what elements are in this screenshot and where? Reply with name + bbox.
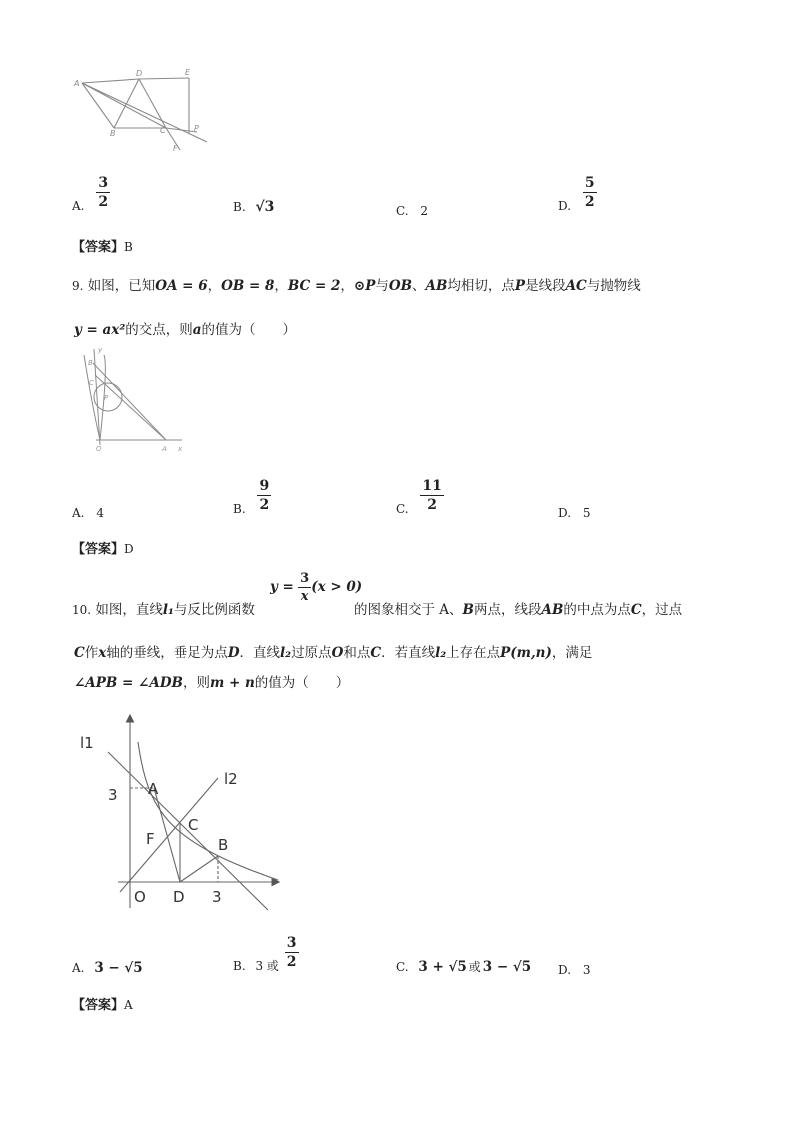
q10-option-a-value: 3 − √5: [94, 960, 143, 976]
q8-option-b-label: B.: [233, 200, 246, 214]
q10-answer-value: A: [124, 998, 133, 1012]
q9-option-a-label: A.: [72, 506, 85, 520]
q10-math-function: [270, 572, 362, 603]
q9-option-b-fraction: $\frac{9}{2}$: [259, 478, 270, 513]
q10-option-c-or: 或: [468, 960, 481, 974]
q10-option-c: [396, 958, 531, 975]
q10-answer: [72, 994, 133, 1013]
q10-label-l1: l1: [80, 734, 94, 752]
q9-text: ，: [274, 278, 288, 294]
q10-math-o: O: [331, 645, 344, 661]
q8-label-b: B: [110, 129, 116, 138]
q8-option-c-label: C.: [396, 204, 409, 218]
q9-option-a-value: 4: [96, 506, 104, 520]
q10-text: ，则: [182, 675, 210, 691]
q9-text: 的交点，则: [125, 322, 193, 338]
q10-text: 的中点为点: [563, 602, 631, 618]
q10-math-c: C: [630, 602, 642, 618]
q8-option-b-value: √3: [255, 199, 275, 215]
q10-math-d: D: [227, 645, 240, 661]
q10-text: 的图象相交于 A、: [354, 602, 463, 618]
q8-answer: [72, 236, 133, 255]
q10-text: 上存在点: [446, 645, 501, 661]
q10-math-angles: ∠APB = ∠ADB: [74, 675, 183, 691]
q9-text: 是线段: [525, 278, 566, 294]
q10-label-3y: 3: [108, 786, 118, 804]
q9-label-b: B: [88, 359, 93, 367]
q10-text: 作: [84, 645, 99, 661]
q9-math-ab: AB: [425, 278, 448, 294]
q8-answer-value: B: [124, 240, 133, 254]
q8-label-c: C: [160, 126, 166, 135]
q10-text: ．若直线: [381, 645, 436, 661]
q9-math-bc: BC = 2: [287, 278, 341, 294]
q10-math-c2: C: [74, 645, 85, 661]
q9-math-oa: OA = 6: [155, 278, 208, 294]
q10-label-f: F: [146, 830, 155, 848]
q10-math-l2b: l₂: [435, 645, 447, 661]
q9-math-a: a: [192, 322, 202, 338]
q9-option-d-value: 5: [582, 506, 591, 520]
q10-text: 的值为（ ）: [254, 675, 350, 691]
q10-option-c-value1: 3 + √5: [418, 959, 467, 975]
q10-math-l2: l₂: [280, 645, 292, 661]
q9-option-c-label: C.: [396, 502, 409, 516]
q8-option-b: [233, 199, 274, 215]
q9-label-c: C: [89, 379, 94, 387]
q10-text: 轴的垂线，垂足为点: [106, 645, 228, 661]
q10-math-pmn: P(m,n): [500, 645, 552, 661]
q9-math-ob2: OB: [388, 278, 413, 294]
q8-option-c-value: 2: [420, 204, 429, 218]
q9-label-x: x: [178, 445, 183, 453]
q10-math-function-domain: (x > 0): [311, 579, 363, 595]
q10-math-b: B: [462, 602, 474, 618]
q8-option-d-label: D.: [558, 199, 572, 213]
q10-label-d: D: [173, 888, 185, 906]
q8-option-a: [72, 175, 110, 213]
q10-math-ab: AB: [541, 602, 564, 618]
q10-math-l1: l₁: [162, 602, 174, 618]
q9-answer-value: D: [124, 542, 134, 556]
q9-option-b-label: B.: [233, 502, 246, 516]
q10-option-c-label: C.: [396, 960, 409, 974]
q9-math-p: P: [514, 278, 526, 294]
q9-option-b: [233, 478, 271, 516]
q10-label-3x: 3: [212, 888, 222, 906]
q9-math-parabola: y = ax²: [74, 322, 126, 338]
q10-option-d-value: 3: [582, 963, 591, 977]
q9-answer: [72, 538, 134, 557]
q8-label-a: A: [74, 79, 80, 88]
q9-option-d: [558, 506, 590, 520]
q9-number: 9.: [72, 279, 84, 293]
q9-stem-line2: [74, 318, 296, 338]
q9-text: ，: [340, 278, 354, 294]
q8-label-p: P: [194, 124, 199, 133]
q9-text: 均相切，点: [447, 278, 515, 294]
q10-option-b: [233, 935, 299, 973]
q8-option-d-fraction: $\frac{5}{2}$: [584, 175, 595, 210]
q10-option-b-fraction: $\frac{3}{2}$: [286, 935, 297, 970]
q10-stem-line3: [74, 671, 349, 691]
q10-option-d: [558, 963, 590, 977]
q9-text: ，: [207, 278, 222, 294]
q9-answer-tag: 【答案】: [72, 542, 125, 557]
q10-figure: [78, 712, 288, 912]
q9-option-c-fraction: $\frac{11}{2}$: [422, 478, 442, 513]
q10-label-b: B: [218, 836, 229, 854]
q9-label-a: A: [162, 445, 167, 453]
q10-label-c: C: [188, 816, 199, 834]
q8-label-e: E: [185, 68, 191, 77]
q10-stem-line2: [74, 641, 592, 661]
q9-label-y: y: [98, 346, 103, 354]
q9-option-c: [396, 478, 444, 516]
q8-option-d: [558, 175, 597, 213]
q10-math-sum: m + n: [209, 675, 255, 691]
q10-option-b-label: B.: [233, 959, 246, 973]
q10-text: 两点，线段: [473, 602, 542, 618]
q8-option-a-fraction: $\frac{3}{2}$: [98, 175, 109, 210]
q8-label-d: D: [136, 69, 143, 78]
q10-math-function-lhs: y =: [270, 579, 294, 595]
q9-label-o: O: [96, 445, 102, 453]
q9-text: 与: [375, 278, 389, 294]
q10-stem-line1-rest: [354, 598, 682, 618]
q10-math-c3: C: [370, 645, 382, 661]
q9-math-ac: AC: [565, 278, 587, 294]
q10-math-x: x: [98, 645, 107, 661]
q10-option-a: [72, 960, 143, 976]
q10-option-b-prefix: 3 或: [255, 959, 279, 973]
q9-figure: [78, 345, 188, 455]
q10-text: 和点: [343, 645, 371, 661]
q9-math-circle-p: ⊙P: [353, 278, 376, 294]
q9-text: 如图，已知: [87, 278, 156, 294]
q8-option-a-label: A.: [72, 199, 85, 213]
q9-math-ob: OB = 8: [221, 278, 275, 294]
q10-text: ，过点: [641, 602, 683, 618]
q8-answer-tag: 【答案】: [72, 240, 125, 255]
q10-option-a-label: A.: [72, 961, 85, 975]
q10-label-a: A: [148, 780, 159, 798]
q9-option-a: [72, 506, 104, 520]
q8-label-f: F: [173, 144, 178, 153]
q9-option-d-label: D.: [558, 506, 572, 520]
q10-text: 与反比例函数: [173, 602, 255, 618]
q10-text: 过原点: [291, 645, 332, 661]
q8-option-c: [396, 204, 428, 218]
q9-text: 、: [412, 278, 426, 294]
q10-text: 如图，直线: [95, 602, 163, 618]
q10-text: ，满足: [551, 645, 593, 661]
q10-label-o: O: [134, 888, 146, 906]
q9-text: 与抛物线: [586, 278, 641, 294]
q10-math-function-fraction: $\frac{3}{x}$: [300, 571, 310, 604]
q10-label-l2: l2: [224, 770, 238, 788]
q10-option-d-label: D.: [558, 963, 572, 977]
q9-label-p: P: [104, 394, 109, 402]
q8-figure: [72, 66, 217, 156]
q10-answer-tag: 【答案】: [72, 998, 125, 1013]
q10-text: ．直线: [239, 645, 281, 661]
q9-stem-line1: [72, 274, 641, 294]
q10-number: 10.: [72, 603, 92, 617]
q10-stem-line1: [72, 598, 255, 618]
q9-text: 的值为（ ）: [201, 322, 297, 338]
q10-option-c-value2: 3 − √5: [482, 959, 532, 975]
